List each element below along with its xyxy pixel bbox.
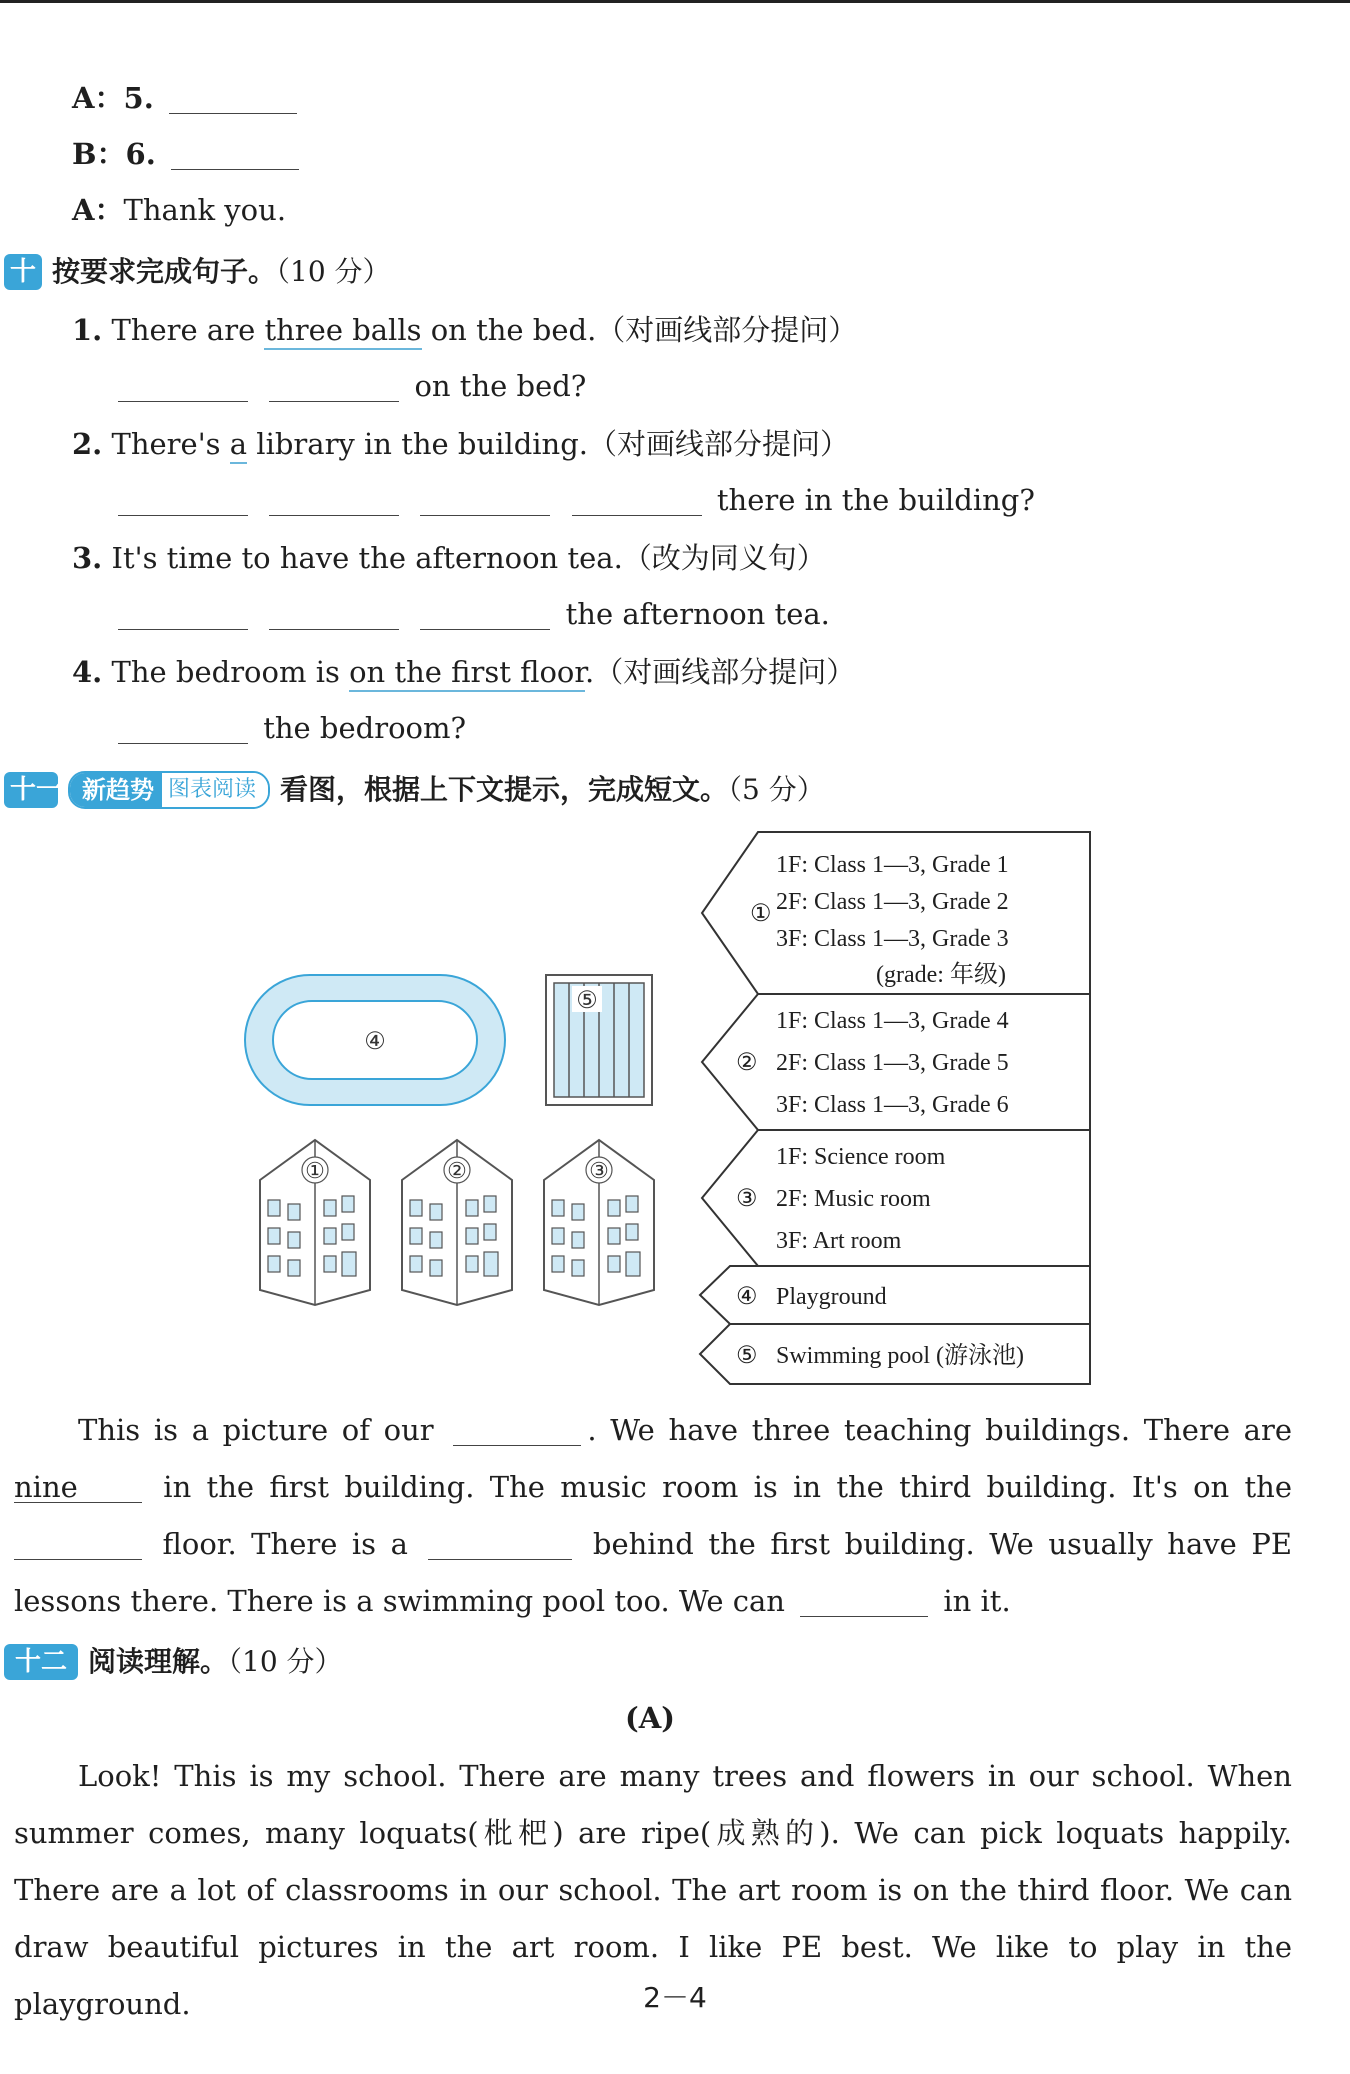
reading-line-2: summer comes, many loquats(枇杷) are ripe(成熟的). We can pick loquats happily. xyxy=(14,1816,1292,1850)
cloze-line-3 xyxy=(14,1516,1292,1573)
speaker: A： xyxy=(72,81,124,115)
map-label-5: ⑤ xyxy=(576,988,598,1014)
question-4 xyxy=(72,652,855,692)
answer-tail: the bedroom? xyxy=(263,711,467,745)
question-number: 3. xyxy=(72,541,103,575)
sign-line: 2F: Class 1—3, Grade 2 xyxy=(776,889,1009,915)
sign-line: Playground xyxy=(776,1284,887,1310)
sign-number: ③ xyxy=(736,1186,758,1212)
sign-line: 3F: Art room xyxy=(776,1228,902,1254)
section-10-header xyxy=(4,250,391,292)
map-label-3: ③ xyxy=(589,1158,609,1183)
cloze-line-2 xyxy=(14,1459,1292,1516)
question-number: 1. xyxy=(72,313,103,347)
question-2 xyxy=(72,424,849,464)
sign-note: (grade: 年级) xyxy=(876,962,1006,988)
map-label-1: ① xyxy=(305,1158,325,1183)
question-3 xyxy=(72,538,826,578)
section-title: 阅读理解。 xyxy=(88,1645,229,1678)
question-text: There's xyxy=(111,427,221,461)
answer-blank[interactable] xyxy=(453,1415,581,1446)
playground-track xyxy=(245,975,505,1105)
building-3 xyxy=(544,1140,654,1305)
map-label-2: ② xyxy=(447,1158,467,1183)
sign-line: 3F: Class 1—3, Grade 3 xyxy=(776,926,1009,952)
badge-sub: 图表阅读 xyxy=(162,773,268,807)
signposts xyxy=(690,826,1110,1400)
reading-line-4: draw beautiful pictures in the art room. I like PE best. We like to play in the playground. xyxy=(14,1930,1292,2021)
sign-line: 3F: Class 1—3, Grade 6 xyxy=(776,1092,1009,1118)
school-map xyxy=(230,960,670,1330)
answer-blank[interactable] xyxy=(572,485,702,516)
section-title: 看图，根据上下文提示，完成短文。 xyxy=(280,773,729,806)
sign-number: ② xyxy=(736,1050,758,1076)
answer-blank[interactable] xyxy=(428,1529,572,1560)
building-1 xyxy=(260,1140,370,1305)
section-number-icon: 十 xyxy=(4,254,42,290)
cloze-line-4 xyxy=(14,1573,1292,1630)
passage-text: . We have three teaching buildings. There are nine xyxy=(14,1413,1292,1504)
sign-line: 1F: Class 1—3, Grade 4 xyxy=(776,1008,1009,1034)
answer-blank[interactable] xyxy=(269,485,399,516)
answer-blank[interactable] xyxy=(118,485,248,516)
passage-text: behind the first building. We usually have PE xyxy=(592,1527,1293,1561)
speaker: A： xyxy=(72,193,124,227)
answer-blank[interactable] xyxy=(420,485,550,516)
section-number-icon: 十二 xyxy=(4,1644,78,1680)
sign-number: ④ xyxy=(736,1284,758,1310)
trend-badge xyxy=(68,771,270,809)
question-text: The bedroom is xyxy=(111,655,340,689)
sign-number: ⑤ xyxy=(736,1343,758,1369)
top-border xyxy=(0,0,1350,3)
swimming-pool xyxy=(546,975,652,1105)
question-hint: （改为同义句） xyxy=(622,541,826,575)
section-title: 按要求完成句子。 xyxy=(52,255,277,288)
passage-text: This is a picture of our xyxy=(78,1413,434,1447)
badge-main: 新趋势 xyxy=(70,773,162,807)
section-score: （10 分） xyxy=(276,255,391,288)
question-text: It's time to have the afternoon tea. xyxy=(111,541,623,575)
section-number-icon: 十一 xyxy=(4,772,58,808)
question-number: 4. xyxy=(72,655,103,689)
sign-line: 1F: Class 1—3, Grade 1 xyxy=(776,852,1009,878)
question-hint: （对画线部分提问） xyxy=(596,313,858,347)
section-12-header xyxy=(4,1640,343,1682)
answer-blank[interactable] xyxy=(14,1472,142,1503)
reading-line-3: There are a lot of classrooms in our school. The art room is on the third floor. We can xyxy=(14,1873,1292,1907)
section-score: （5 分） xyxy=(728,773,825,806)
underlined-part: three balls xyxy=(264,313,421,350)
passage-text: floor. There is a xyxy=(162,1527,408,1561)
answer-line-4 xyxy=(112,708,466,748)
dialog-line-a-thanks xyxy=(72,190,286,230)
line-number: 6. xyxy=(125,137,156,171)
speaker: B： xyxy=(72,137,126,171)
underlined-part: a xyxy=(230,427,247,464)
dialog-line-b6 xyxy=(72,134,305,174)
answer-tail: on the bed? xyxy=(414,369,587,403)
question-1 xyxy=(72,310,857,350)
sign-playground xyxy=(700,1266,1090,1324)
question-hint: （对画线部分提问） xyxy=(594,655,856,689)
map-label-4: ④ xyxy=(364,1029,386,1055)
answer-blank[interactable] xyxy=(420,599,550,630)
question-hint: （对画线部分提问） xyxy=(588,427,850,461)
answer-tail: there in the building? xyxy=(716,483,1035,517)
question-text: library in the building. xyxy=(256,427,588,461)
answer-blank[interactable] xyxy=(800,1586,928,1617)
passage-text: in the first building. The music room is in the third building. It's on the xyxy=(163,1470,1292,1504)
sign-line: 2F: Music room xyxy=(776,1186,931,1212)
dialog-line-a5 xyxy=(72,78,303,118)
line-number: 5. xyxy=(123,81,154,115)
building-2 xyxy=(402,1140,512,1305)
answer-blank[interactable] xyxy=(118,713,248,744)
answer-blank[interactable] xyxy=(14,1529,142,1560)
sign-line: 1F: Science room xyxy=(776,1144,946,1170)
answer-blank[interactable] xyxy=(169,83,297,114)
sign-line: 2F: Class 1—3, Grade 5 xyxy=(776,1050,1009,1076)
answer-blank[interactable] xyxy=(171,139,299,170)
answer-line-2 xyxy=(112,480,1035,520)
answer-blank[interactable] xyxy=(118,599,248,630)
question-text: on the bed. xyxy=(430,313,597,347)
answer-line-3 xyxy=(112,594,830,634)
underlined-part: on the first floor xyxy=(349,655,585,692)
section-score: （10 分） xyxy=(228,1645,343,1678)
passage-text: in it. xyxy=(943,1584,1011,1618)
sign-number: ① xyxy=(750,901,772,927)
answer-blank[interactable] xyxy=(269,371,399,402)
sign-line: Swimming pool (游泳池) xyxy=(776,1343,1025,1369)
answer-tail: the afternoon tea. xyxy=(565,597,830,631)
reading-line-1: Look! This is my school. There are many trees and flowers in our school. When xyxy=(78,1759,1292,1793)
answer-line-1 xyxy=(112,366,586,406)
section-11-header xyxy=(4,768,825,810)
dialog-text: Thank you. xyxy=(123,193,287,227)
passage-subtitle: (A) xyxy=(625,1701,675,1735)
page-number: 2－4 xyxy=(643,1981,707,2014)
passage-text: lessons there. There is a swimming pool too. We can xyxy=(14,1584,785,1618)
question-number: 2. xyxy=(72,427,103,461)
question-text: There are xyxy=(111,313,256,347)
question-text: . xyxy=(585,655,595,689)
answer-blank[interactable] xyxy=(118,371,248,402)
answer-blank[interactable] xyxy=(269,599,399,630)
